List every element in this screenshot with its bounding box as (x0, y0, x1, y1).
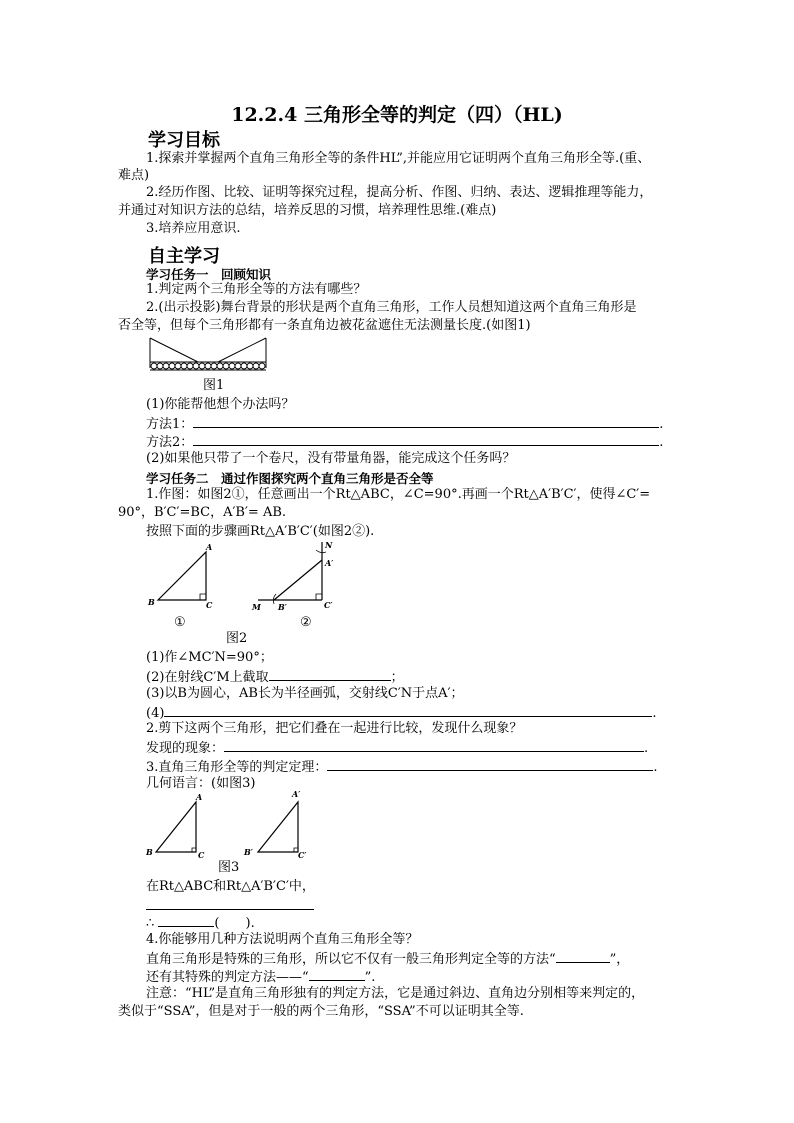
method-2-row: 方法2： . (146, 432, 663, 452)
q4-answer-row-2 (146, 967, 375, 987)
proof-conditions-blank[interactable] (146, 909, 314, 910)
fig3-label-A-prime: A′ (292, 789, 301, 799)
fig2-label-A: A (206, 542, 213, 552)
q4-answer-end-1: ”， (609, 952, 630, 967)
step-4-label: (4) (146, 706, 165, 721)
geo-language: 几何语言：(如图3) (146, 776, 256, 791)
fig3-label-C-prime: C′ (298, 850, 307, 858)
q4-answer-end-2: ”. (364, 970, 376, 985)
fig3-label-A: A (196, 792, 203, 802)
self-study-heading: 自主学习 (148, 246, 220, 267)
task1-q1: 1.判定两个三角形全等的方法有哪些？ (146, 282, 367, 297)
task2-q1-line3: 按照下面的步骤画Rt△A′B′C′(如图2②). (146, 524, 375, 539)
figure-1-stage-triangles (148, 334, 268, 378)
q4-answer-row-1 (146, 949, 629, 969)
fig3-label-C: C (198, 850, 205, 858)
therefore-row (146, 913, 255, 933)
fig3-label-B-prime: B′ (244, 847, 253, 857)
fig2-label-C-prime: C′ (324, 600, 333, 610)
theorem-blank[interactable] (327, 757, 653, 771)
step-2-blank[interactable] (269, 667, 391, 681)
fig2-sub-label-2: ② (300, 615, 312, 630)
task2-q4: 4.你能够用几种方法说明两个直角三角形全等？ (146, 932, 419, 947)
method-1-row: 方法1： . (146, 414, 663, 434)
step-2-text: (2)在射线C′M上截取 (146, 670, 269, 685)
figure-3-triangles (140, 788, 320, 858)
note-line-2: 类似于“SSA”，但是对于一般的两个三角形，“SSA”不可以证明其全等. (118, 1004, 524, 1019)
conclusion-blank[interactable] (158, 913, 214, 927)
goal-3: 3.培养应用意识. (146, 221, 241, 236)
task1-q2-line2: 否全等，但每个三角形都有一条直角边被花盆遮住无法测量长度.(如图1) (118, 318, 531, 333)
goal-2-line1: 2.经历作图、比较、证明等探究过程，提高分析、作图、归纳、表达、逻辑推理等能力， (146, 185, 653, 200)
in-rt-triangles: 在Rt△ABC和Rt△A′B′C′中， (146, 879, 315, 894)
goal-2-line2: 并通过对知识方法的总结，培养反思的习惯，培养理性思维.(难点) (118, 203, 497, 218)
goal-1-line1: 1.探索并掌握两个直角三角形全等的条件HL”,并能应用它证明两个直角三角形全等.(重、 (146, 151, 651, 166)
task2-q1-line1: 1.作图：如图2①，任意画出一个Rt△ABC，∠C=90°.再画一个Rt△A′B′C′，使得∠C′= (146, 487, 651, 502)
figure-2-construction (140, 538, 360, 630)
step-3: (3)以B为圆心，AB长为半径画弧，交射线C′N于点A′； (146, 686, 464, 701)
step-2-row: (2)在射线C′M上截取 ； (146, 667, 404, 687)
goal-1-line2: 难点) (118, 168, 150, 183)
note-line-1: 注意：“HL”是直角三角形独有的判定方法，它是通过斜边、直角边分别相等来判定的， (146, 986, 645, 1001)
task1-sub1: (1)你能帮他想个办法吗？ (146, 397, 295, 412)
q4-answer-text-1: 直角三角形是特殊的三角形，所以它不仅有一般三角形判定全等的方法“ (146, 952, 556, 967)
fig2-label-A-prime: A′ (325, 558, 334, 568)
task1-q2-line1: 2.(出示投影)舞台背景的形状是两个直角三角形，工作人员想知道这两个直角三角形是 (146, 300, 637, 315)
therefore-symbol: ∴ (146, 916, 155, 931)
method-2-blank[interactable] (193, 432, 659, 446)
discover-label: 发现的现象： (146, 741, 225, 756)
general-methods-blank[interactable] (556, 949, 610, 963)
task2-heading: 学习任务二 通过作图探究两个直角三角形是否全等 (146, 471, 434, 486)
step-1: (1)作∠MC′N=90°； (146, 650, 273, 665)
q4-answer-text-2: 还有其特殊的判定方法——“ (146, 970, 309, 985)
special-method-blank[interactable] (309, 967, 365, 981)
figure-1-caption: 图1 (203, 378, 225, 393)
method-2-label: 方法2： (146, 435, 194, 450)
discover-blank[interactable] (224, 738, 644, 752)
figure-3-caption: 图3 (218, 860, 240, 875)
step-4-blank[interactable] (164, 703, 652, 717)
fig2-label-C: C (206, 600, 213, 610)
task2-q2: 2.剪下这两个三角形，把它们叠在一起进行比较，发现什么现象？ (146, 721, 523, 736)
page-title: 12.2.4 三角形全等的判定（四）（HL) (231, 104, 563, 126)
figure-2-caption: 图2 (226, 631, 248, 646)
fig3-label-B: B (146, 847, 153, 857)
task1-sub2: (2)如果他只带了一个卷尺，没有带量角器，能完成这个任务吗？ (146, 451, 516, 466)
task1-heading: 学习任务一 回顾知识 (146, 267, 272, 282)
theorem-label: 3.直角三角形全等的判定定理： (146, 760, 328, 775)
discover-row: 发现的现象： . (146, 738, 648, 758)
fig2-sub-label-1: ① (174, 615, 186, 630)
reason-paren: ( ). (214, 916, 255, 931)
step-4-row: (4) . (146, 703, 657, 723)
fig2-label-B: B (148, 597, 155, 607)
fig2-label-B-prime: B′ (278, 602, 287, 612)
fig2-label-N: N (325, 540, 333, 550)
goals-heading: 学习目标 (148, 130, 220, 151)
task2-q1-line2: 90°，B′C′=BC，A′B′= AB. (118, 505, 287, 520)
method-1-label: 方法1： (146, 417, 194, 432)
theorem-row: 3.直角三角形全等的判定定理： . (146, 757, 658, 777)
fig2-label-M: M (252, 602, 261, 612)
method-1-blank[interactable] (193, 414, 659, 428)
